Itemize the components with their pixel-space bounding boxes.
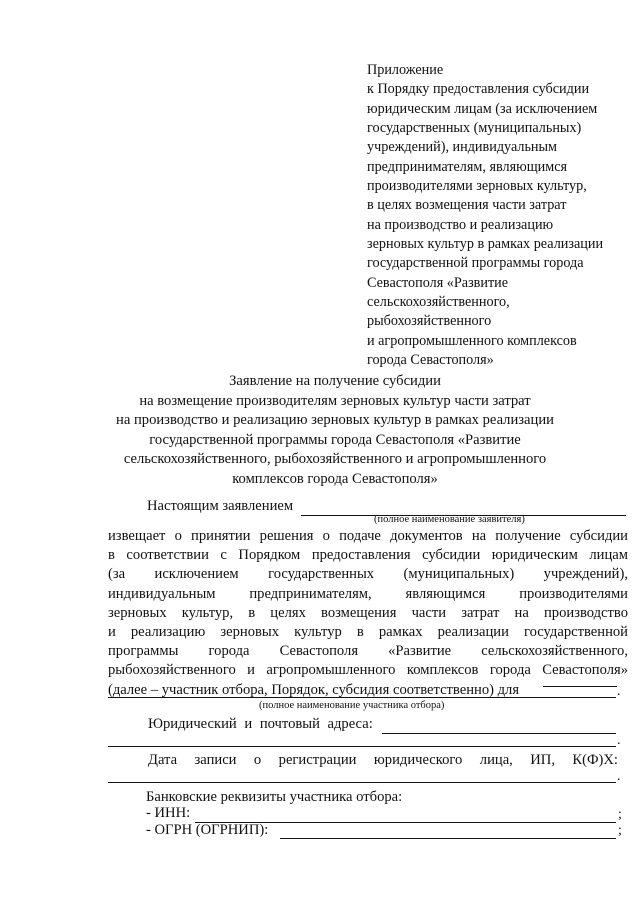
appendix-line: на производство и реализацию	[367, 216, 554, 233]
applicant-caption: (полное наименование заявителя)	[374, 514, 525, 525]
title-line: Заявление на получение субсидии	[229, 373, 441, 389]
appendix-line: зерновых культур в рамках реализации	[367, 236, 604, 253]
appendix-line: рыбохозяйственного	[367, 313, 492, 330]
intro-label: Настоящим заявлением	[147, 498, 294, 514]
intro-line	[147, 498, 293, 515]
ogrn-field[interactable]	[280, 838, 616, 839]
appendix-line: учреждений), индивидуальным	[367, 139, 558, 156]
appendix-line: предпринимателям, являющимся	[367, 158, 568, 175]
address-label: Юридический и почтовый адреса:	[148, 716, 373, 732]
appendix-line: сельскохозяйственного,	[367, 294, 510, 311]
title-line: комплексов города Севастополя»	[232, 470, 438, 487]
registration-period: .	[617, 769, 621, 784]
appendix-line: к Порядку предоставления субсидии	[367, 81, 590, 98]
main-paragraph	[108, 527, 628, 700]
participant-inline-field[interactable]	[543, 686, 617, 687]
paragraph-line: извещает о принятии решения о подаче документов на получение субсидии	[108, 528, 628, 544]
paragraph-line: (за исключением государственных (муниципальных) учреждений),	[108, 566, 628, 583]
appendix-line: города Севастополя»	[367, 352, 494, 369]
inn-semicolon: ;	[618, 807, 622, 822]
registration-row	[148, 752, 618, 769]
bank-label: Банковские реквизиты участника отбора:	[146, 789, 403, 805]
paragraph-line: зерновых культур, в целях возмещения части затрат на производство	[108, 604, 628, 621]
paragraph-line: индивидуальным предпринимателям, являющимся производителями	[108, 585, 628, 602]
inn-row	[146, 805, 640, 822]
participant-name-field[interactable]	[108, 697, 616, 698]
title-line: на возмещение производителям зерновых культур части затрат	[139, 392, 531, 409]
participant-caption: (полное наименование участника отбора)	[259, 700, 445, 711]
paragraph-last-line: (далее – участник отбора, Порядок, субсидия соответственно) для	[108, 681, 520, 698]
paragraph-line: и реализацию зерновых культур в рамках реализации государственной	[108, 624, 628, 641]
appendix-line: Приложение	[367, 62, 444, 78]
title-line: сельскохозяйственного, рыбохозяйственного и агропромышленного	[123, 451, 547, 468]
ogrn-label: - ОГРН (ОГРНИП):	[146, 822, 269, 838]
paragraph-line: в соответствии с Порядком предоставления субсидии юридическим лицам	[108, 547, 628, 564]
registration-field[interactable]	[108, 782, 616, 783]
bank-row	[146, 789, 640, 806]
address-period: .	[617, 733, 621, 748]
appendix-line: юридическим лицам (за исключением	[367, 100, 598, 117]
address-row	[148, 716, 640, 733]
title-line: государственной программы города Севастополя «Развитие	[149, 431, 521, 448]
appendix-line: в целях возмещения части затрат	[367, 197, 567, 214]
inn-label: - ИНН:	[146, 805, 191, 821]
appendix-line: государственной программы города	[367, 255, 584, 272]
address-field-line2[interactable]	[108, 746, 616, 747]
paragraph-line: программы города Севастополя «Развитие сельскохозяйственного,	[108, 643, 628, 660]
paragraph-line: рыбохозяйственного и агропромышленного комплексов города Севастополя»	[108, 662, 628, 679]
appendix-block	[367, 61, 635, 371]
registration-label: Дата записи о регистрации юридического лица, ИП, К(Ф)Х:	[148, 752, 618, 768]
appendix-line: и агропромышленного комплексов	[367, 332, 577, 349]
ogrn-row	[146, 822, 640, 839]
ogrn-semicolon: ;	[618, 823, 622, 838]
appendix-line: производителями зерновых культур,	[367, 178, 587, 195]
address-field[interactable]	[382, 733, 616, 734]
appendix-line: Севастополя «Развитие	[367, 274, 509, 291]
title-line: на производство и реализацию зерновых культур в рамках реализации	[116, 412, 554, 429]
appendix-line: государственных (муниципальных)	[367, 120, 582, 137]
document-title	[80, 372, 590, 490]
participant-period: .	[617, 684, 621, 699]
